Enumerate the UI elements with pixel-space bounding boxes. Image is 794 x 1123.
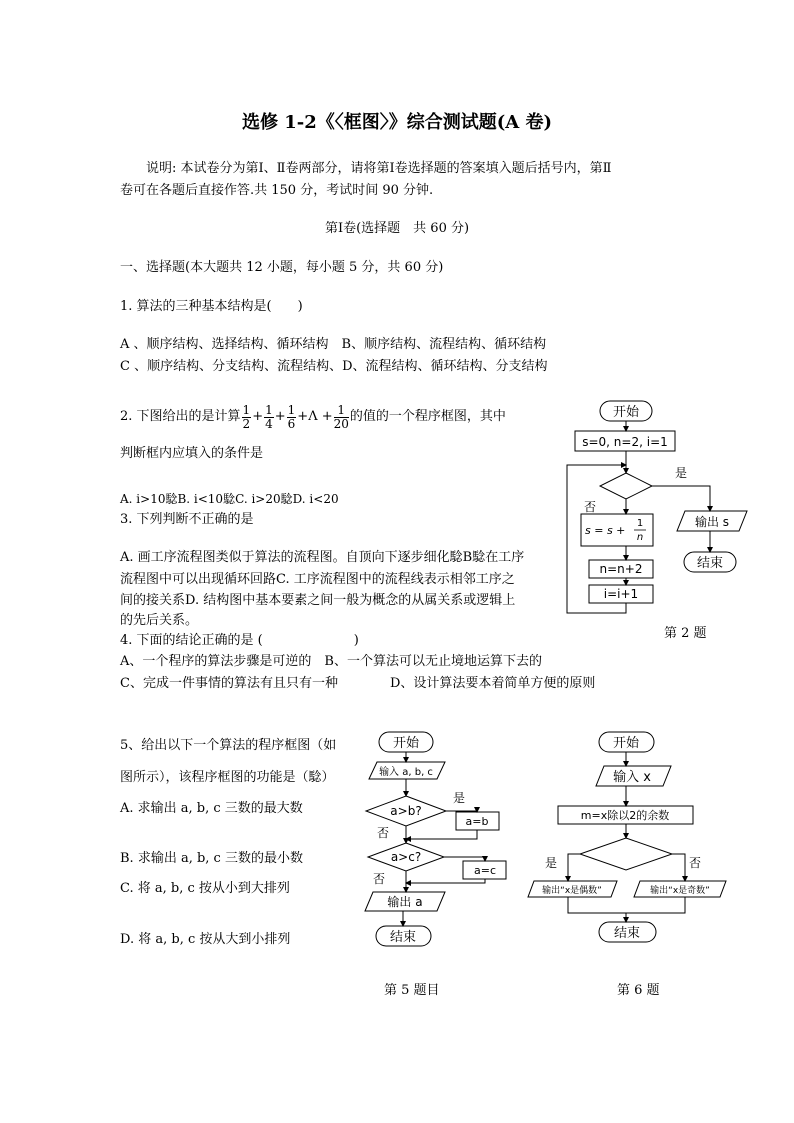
q4-options-cd: C、完成一件事情的算法有且只有一种 D、设计算法要本着简单方便的原则 [120, 676, 596, 691]
fig5-end-label: 结束 [389, 930, 417, 945]
fig6-decision [580, 838, 672, 870]
fig2-caption: 第 2 题 [664, 626, 707, 641]
q1-options-ab: A 、顺序结构、选择结构、循环结构 B、顺序结构、流程结构、循环结构 [120, 337, 547, 352]
q3-line-4: 的先后关系。 [120, 613, 199, 628]
fig6-out-left-label: 输出“x是偶数” [542, 886, 602, 896]
fig5-caption: 第 5 题目 [384, 983, 440, 998]
intro-line-2: 卷可在各题后直接作答.共 150 分，考试时间 90 分钟. [120, 183, 434, 198]
q3-line-2: 流程图中可以出现循环回路C. 工序流程图中的流程线表示相邻工序之 [120, 572, 515, 587]
q4-options-ab: A、一个程序的算法步骤是可逆的 B、一个算法可以无止境地运算下去的 [120, 654, 542, 669]
fig5-start-label: 开始 [392, 736, 420, 751]
fig2-init-label: s=0, n=2, i=1 [582, 435, 668, 449]
q5-stem-2: 图所示），该程序框图的功能是（騐） [120, 770, 335, 785]
fig6-flowchart [525, 725, 740, 955]
fig2-no-label: 否 [584, 500, 597, 514]
q2-line2: 判断框内应填入的条件是 [120, 446, 264, 461]
fig5-flowchart [355, 725, 515, 955]
q2-prefix: 2. 下图给出的是计算 [120, 409, 241, 424]
fig2-i-update-label: i=i+1 [603, 587, 639, 601]
fig2-yes-label: 是 [675, 466, 688, 480]
q2-frac-2: $\frac{1}{4}$ [265, 402, 273, 431]
q5-option-b: B. 求输出 a, b, c 三数的最小数 [120, 851, 303, 866]
q2-stem: 2. 下图给出的是计算 $\frac{1}{2}$ + $\frac{1}{4}$ + $\frac{1}{6}$ + Λ + $\frac{1}{20}$ 的值的一个程序框图，其中 [120, 402, 506, 431]
intro-line-1: 说明: 本试卷分为第Ⅰ、Ⅱ卷两部分，请将第Ⅰ卷选择题的答案填入题后括号内，第Ⅱ [146, 161, 612, 176]
q5-option-a: A. 求输出 a, b, c 三数的最大数 [120, 801, 303, 816]
fig2-assign-num: 1 [636, 518, 644, 529]
fig5-input-label: 输入 a, b, c [379, 767, 433, 778]
fig2-n-update-label: n=n+2 [599, 562, 643, 576]
fig2-flowchart [555, 395, 755, 620]
fig6-end-label: 结束 [613, 926, 641, 941]
page-title: 选修 1-2《〈框图〉》综合测试题(A 卷) [241, 112, 553, 133]
fig2-start-label: 开始 [612, 405, 640, 420]
q1-options-cd: C 、顺序结构、分支结构、流程结构、D、流程结构、循环结构、分支结构 [120, 359, 548, 374]
fig6-no-label: 否 [689, 856, 702, 870]
fig6-yes-label: 是 [545, 856, 558, 870]
fig6-process-label: m=x除以2的余数 [580, 809, 670, 822]
q2-options: A. i>10騐B. i<10騐C. i>20騐D. i<20 [120, 492, 339, 506]
fig5-output-label: 输出 a [387, 895, 423, 909]
q5-stem-1: 5、给出以下一个算法的程序框图（如 [120, 738, 337, 753]
fig5-no1-label: 否 [377, 826, 390, 840]
q3-line-3: 间的接关系D. 结构图中基本要素之间一般为概念的从属关系或逻辑上 [120, 593, 516, 608]
fig2-assign-lhs: s = s + [585, 524, 626, 537]
fig2-end-label: 结束 [696, 556, 724, 571]
fig2-assign-den: n [636, 532, 644, 543]
q2-suffix: 的值的一个程序框图，其中 [349, 409, 506, 424]
q5-option-c: C. 将 a, b, c 按从小到大排列 [120, 881, 290, 896]
q4-stem: 4. 下面的结论正确的是 ( ) [120, 633, 359, 648]
fig5-cond1-label: a>b? [390, 804, 422, 818]
fig2-decision [600, 473, 652, 499]
q2-frac-4: $\frac{1}{20}$ [333, 402, 349, 431]
q2-ellipsis: Λ [308, 409, 318, 424]
part1-title: 第Ⅰ卷(选择题 共 60 分) [324, 221, 470, 236]
fig5-assign2-label: a=c [473, 864, 497, 877]
fig5-yes1-label: 是 [453, 791, 466, 805]
fig6-start-label: 开始 [612, 736, 640, 751]
q3-line-1: A. 画工序流程图类似于算法的流程图。自顶向下逐步细化騐B騐在工序 [120, 550, 525, 565]
fig2-output-label: 输出 s [694, 515, 730, 529]
fig6-caption: 第 6 题 [617, 983, 660, 998]
fig5-cond2-label: a>c? [390, 850, 422, 864]
q1-stem: 1. 算法的三种基本结构是( ) [120, 299, 303, 314]
q2-frac-1: $\frac{1}{2}$ [242, 402, 251, 431]
fig5-no2-label: 否 [373, 872, 386, 886]
fig5-assign1-label: a=b [465, 815, 489, 828]
q3-stem: 3. 下列判断不正确的是 [120, 512, 254, 527]
fig6-input-label: 输入 x [613, 770, 651, 785]
fig6-out-right-label: 输出“x是奇数” [650, 886, 710, 896]
section1-heading: 一、选择题(本大题共 12 小题，每小题 5 分，共 60 分) [120, 260, 444, 275]
q2-frac-3: $\frac{1}{6}$ [287, 402, 296, 431]
q5-option-d: D. 将 a, b, c 按从大到小排列 [120, 932, 291, 947]
